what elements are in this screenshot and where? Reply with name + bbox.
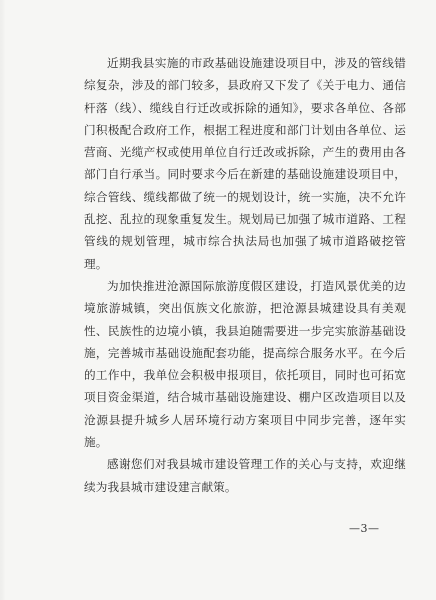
scan-edge-shadow: [0, 0, 6, 600]
paragraph-tourism-development: 为加快推进沧源国际旅游度假区建设，打造风景优美的边境旅游城镇，突出佤族文化旅游，把沧源县城建设具有美观性、民族性的边境小镇，我县迫随需要进一步完实旅游基础设施，完善城市基础设施配套功能，提高综合服务水平。在今后的工作中，我单位会积极申报项目，依托项目，同时也可拓宽项目资金渠道，结合城市基础设施建设、棚户区改造项目以及沧源县提升城乡人居环境行动方案项目中同步完善，逐年实施。: [84, 278, 406, 450]
page-number: —3—: [349, 522, 380, 535]
paragraph-thanks: 感谢您们对我县城市建设管理工作的关心与支持，欢迎继续为我县城市建设建言献策。: [84, 457, 406, 494]
paragraph-pipeline-relocation: 近期我县实施的市政基础设施建设项目中，涉及的管线错综复杂，涉及的部门较多，县政府又下发了《关于电力、通信杆落（线）、缆线自行迁改或拆除的通知》，要求各单位、各部门积极配合政府工作，根据工程进度和部门计划由各单位、运营商、光缆产权或使用单位自行迁改或拆除，产生的费用由各部门自行承当。同时要求今后在新建的基础设施建设项目中，综合管线、缆线都做了统一的规划设计，统一实施，决不允许乱挖、乱拉的现象重复发生。规划局已加强了城市道路、工程管线的规划管理，城市综合执法局也加强了城市道路破挖管理。: [84, 56, 406, 271]
document-body: [84, 52, 406, 498]
